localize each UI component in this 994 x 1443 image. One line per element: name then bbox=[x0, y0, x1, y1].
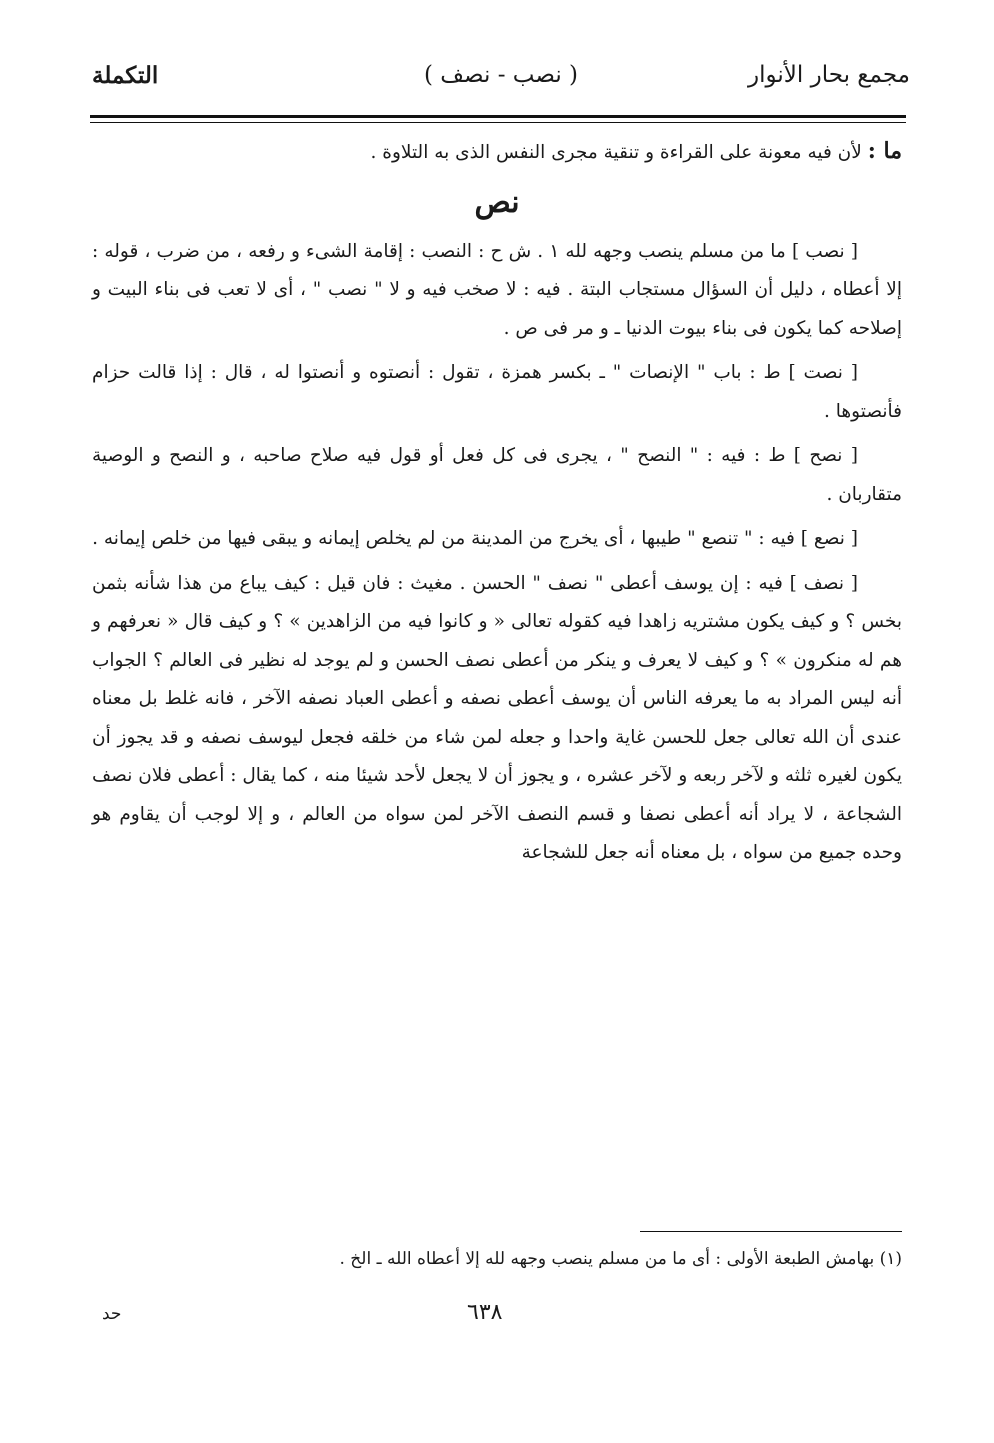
entry-range: ( نصب - نصف ) bbox=[423, 62, 579, 88]
book-title: مجمع بحار الأنوار bbox=[748, 62, 910, 88]
opening-text: لأن فيه معونة على القراءة و تنقية مجرى النفس الذى به التلاوة . bbox=[370, 142, 862, 163]
main-text bbox=[92, 132, 902, 873]
opening-lead: ما : bbox=[867, 138, 902, 164]
entry-nasaa: [ نصع ] فيه : " تنصع " طيبها ، أى يخرج من المدينة من لم يخلص إيمانه و يبقى فيها من خلص إيمانه . bbox=[92, 528, 858, 549]
header-rule-thick bbox=[90, 115, 906, 118]
header-rule-thin bbox=[90, 122, 906, 123]
page-number: ٦٣٨ bbox=[467, 1300, 503, 1325]
entry-nasb: [ نصب ] ما من مسلم ينصب وجهه لله ١ . ش ح : النصب : إقامة الشىء و رفعه ، من ضرب ، قوله : إلا أعطاه ، دليل أن السؤال مستجاب البتة . فيه : لا صخب فيه و لا " نصب " ، أى لا تعب فى بناء البيت و إصلاحه كما يكون فى بناء بيوت الدنيا ـ و مر فى ص . bbox=[92, 240, 902, 339]
supplement-label: التكملة bbox=[92, 62, 159, 89]
entry-nast: [ نصت ] ط : باب " الإنصات " ـ بكسر همزة ، تقول : أنصتوه و أنصتوا له ، قال : إذا قالت حزام فأنصتوها . bbox=[92, 362, 902, 422]
section-heading: نص bbox=[474, 184, 520, 220]
opening-paragraph bbox=[92, 132, 902, 173]
footnote-rule bbox=[640, 1231, 902, 1232]
signature-mark: حد bbox=[102, 1304, 122, 1324]
entry-nasf: [ نصف ] فيه : إن يوسف أعطى " نصف " الحسن . مغيث : فان قيل : كيف يباع من هذا شأنه بثمن بخس ؟ و كيف يكون مشتريه زاهدا فيه كقوله تعالى « و كانوا فيه من الزاهدين » ؟ و كيف قال « نعرفهم و هم له منكرون » ؟ و كيف لا يعرف و ينكر من أعطى نصف الحسن و لم يوجد له نظير فى العالم ؟ الجواب أنه ليس المراد به ما يعرفه الناس أن يوسف أعطى نصفه و أعطى العباد نصفه الآخر ، فانه غلط بل معناه عندى أن الله تعالى جعل للحسن غاية واحدا و جعله لمن شاء من خلقه فجعل ليوسف نصفه و قد يجوز أن يكون لغيره ثلثه و لآخر ربعه و لآخر عشره ، و يجوز أن لا يجعل لأحد شيئا منه ، كما يقال : أعطى فلان نصف الشجاعة ، لا يراد أنه أعطى نصفا و قسم النصف الآخر لمن سواه من العالم ، و إلا لوجب أن يقاوم هو وحده جميع من سواه ، بل معناه أنه جعل للشجاعة bbox=[92, 572, 902, 863]
footnote: (١) بهامش الطبعة الأولى : أى ما من مسلم ينصب وجهه لله إلا أعطاه الله ـ الخ . bbox=[339, 1249, 902, 1269]
running-header bbox=[92, 62, 910, 102]
entry-nasah: [ نصح ] ط : فيه : " النصح " ، يجرى فى كل فعل أو قول فيه صلاح صاحبه ، و النصح و الوصية متقاربان . bbox=[92, 445, 902, 505]
